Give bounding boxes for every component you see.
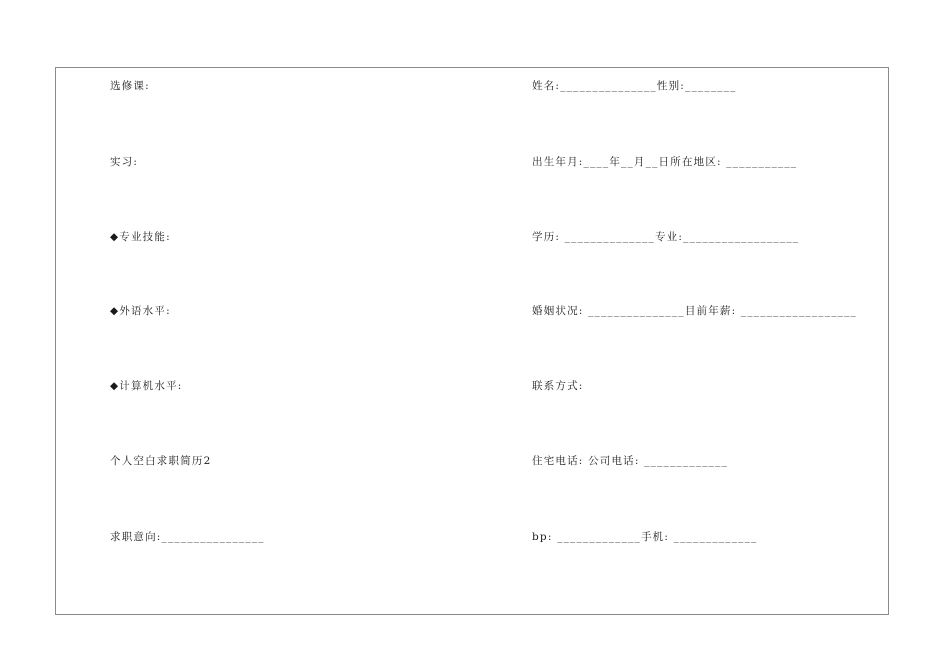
birthdate-region-field: 出生年月:____年__月__日所在地区: ___________ — [532, 156, 798, 168]
home-office-phone-field: 住宅电话: 公司电话: _____________ — [532, 455, 729, 467]
computer-skills-label: ◆计算机水平: — [110, 380, 183, 392]
internship-label: 实习: — [110, 156, 139, 168]
resume-title-text: 个人空白求职简历2 — [110, 455, 212, 467]
job-intention-field: 求职意向:________________ — [110, 531, 265, 543]
foreign-language-label: ◆外语水平: — [110, 305, 171, 317]
elective-courses-label: 选修课: — [110, 80, 150, 92]
pager-mobile-field: bp: _____________手机: _____________ — [532, 531, 758, 543]
name-gender-field: 姓名:_______________性别:________ — [532, 80, 737, 92]
contact-label: 联系方式: — [532, 380, 584, 392]
professional-skills-label: ◆专业技能: — [110, 231, 171, 243]
education-major-field: 学历: ______________专业:__________________ — [532, 231, 800, 243]
marital-salary-field: 婚姻状况: _______________目前年薪: __________________ — [532, 305, 857, 317]
